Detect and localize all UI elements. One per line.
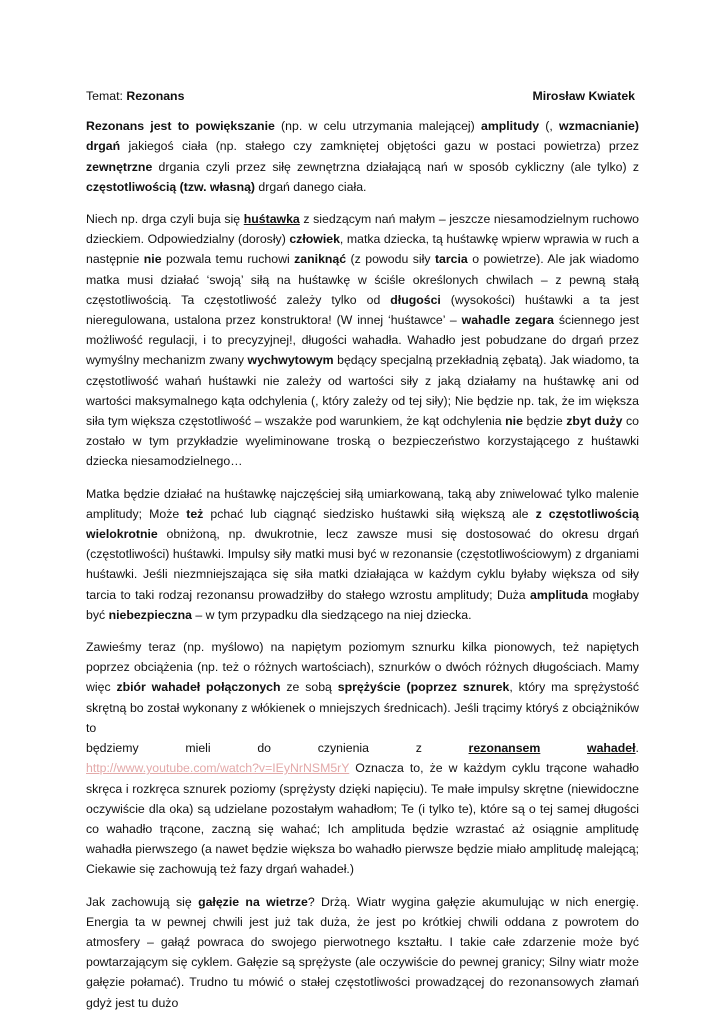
p1-bold-7: zewnętrzne [86, 159, 153, 174]
p2-bold-20: zbyt duży [566, 414, 623, 429]
p2-bold-2: huśtawka [243, 212, 300, 227]
p2-bold-4: człowiek [289, 232, 340, 247]
document-page [86, 86, 639, 1025]
p2-bold-6: nie [143, 252, 162, 267]
p2-text-13: (wysokości) huśtawki a ta jest nieregulowana, ustalona przez konstruktora! (W innej ‘huśtawce’ – [86, 292, 639, 328]
paragraph-3 [86, 484, 639, 625]
p1-text-4: (, [539, 119, 560, 134]
paragraph-4-cont [86, 758, 639, 879]
p1-bold-9: częstotliwością (tzw. własną) [86, 179, 256, 194]
p4-wahadel-group [587, 738, 639, 758]
p3-bold-6: amplituda [530, 587, 589, 602]
paragraph-4 [86, 637, 639, 738]
p3-bold-8: niebezpieczna [108, 607, 192, 622]
topic-label: Temat: [86, 89, 127, 103]
p2-text-21: co zostało w tym przykładzie wyeliminowane troską o bezpieczeństwo korzystającego z huśtawki dziecka niesamodzielnego… [86, 414, 639, 469]
p2-text-9: (z powodu siły [346, 252, 435, 267]
p1-bold-1: Rezonans jest to powiększanie [86, 119, 275, 134]
p1-text-6: jakiegoś ciała (np. stałego czy zamkniętej objętości gazu w postaci powietrza) przez [120, 139, 639, 154]
p5-bold-2: gałęzie na wietrze [198, 894, 308, 909]
p1-bold-5: wzmacnianie) drgań [86, 119, 639, 154]
topic-title: Rezonans [126, 89, 185, 103]
p3-text-7: mogłaby być [86, 587, 639, 622]
p4-period: . [635, 741, 639, 756]
p4-word-5: z [415, 741, 422, 756]
paragraph-5 [86, 892, 639, 1013]
p2-text-19: będzie [522, 414, 567, 429]
p2-bold-8: zaniknąć [294, 252, 347, 267]
youtube-link[interactable]: http://www.youtube.com/watch?v=IEyNrNSM5rY [86, 761, 350, 776]
p3-text-3: pchać lub ciągnąć siedzisko huśtawki siłą większą ale [203, 506, 536, 521]
p1-text-2: (np. w celu utrzymania malejącej) [274, 119, 481, 134]
p1-bold-3: amplitudy [480, 119, 540, 134]
p4-word-1: będziemy [86, 741, 139, 756]
p4-text-1: Zawieśmy teraz (np. myślowo) na napiętym poziomym sznurku kilka pionowych, też napiętych poprzez obciążenia (np. też o różnych wartościach), sznurków o dwóch różnych długościach. Mamy więc [86, 640, 639, 695]
p2-text-7: pozwala temu ruchowi [161, 252, 295, 267]
p3-text-5: obniżoną, np. dwukrotnie, lecz zawsze musi się dostosować do okresu drgań (częstotliwości) huśtawki. Impulsy siły matki musi być w rezonansie (częstotliwościowym) z drganiami huśtawki. Jeśli niezmniejszająca się siła matki działająca w każdym cyklu byłaby większa od siły tarcia to taki rodzaj rezonansu prowadziłby do stałego wzrostu amplitudy; Duża [86, 527, 639, 602]
p4-word-3: do [257, 741, 272, 756]
p2-text-3: z siedzącym nań małym – jeszcze niesamodzielnym ruchowo dzieckiem. Odpowiedzialny (dorosły) [86, 212, 639, 247]
p4-justified-line [86, 738, 639, 758]
paragraph-1 [86, 116, 639, 197]
p2-bold-12: długości [390, 292, 441, 307]
paragraph-2 [86, 209, 639, 472]
p2-bold-16: wychwytowym [247, 353, 334, 368]
p1-text-10: drgań danego ciała. [255, 179, 367, 194]
p4-bold-4: sprężyście (poprzez sznurek [337, 680, 510, 695]
p2-bold-10: tarcia [434, 252, 468, 267]
p4-word-2: mieli [185, 741, 211, 756]
p2-text-17: będący specjalną przekładnią zębatą). Jak wiadomo, ta częstotliwość wahań huśtawki nie zależy od wartości siły z jaką działamy na huśtawkę ani od wartości maksymalnego kąta odchylenia (, który zależy od tej siły); Nie będzie np. tak, że im większa siła tym większa częstotliwość – wszakże pod warunkiem, że kąt odchylenia [86, 353, 639, 429]
p3-text-1: Matka będzie działać na huśtawkę najczęściej siłą umiarkowaną, taką aby zniwelować tylko malenie amplitudy; Może [86, 486, 639, 521]
p1-text-8: drgania czyli przez siłę zewnętrzna działającą nań w sposób cykliczny (ale tylko) z [152, 159, 639, 174]
p4-bold-rezonansem: rezonansem [468, 741, 541, 756]
p4-word-4: czynienia [317, 741, 369, 756]
p2-text-11: o powietrze). Ale jak wiadomo matka musi działać ‘swoją’ siłą na huśtawkę w ściśle określonych chwilach – z pewną stałą częstotliwością. Ta częstotliwość zależy tylko od [86, 252, 639, 307]
p2-bold-18: nie [505, 414, 523, 429]
header [86, 86, 639, 106]
p3-text-9: – w tym przypadku dla siedzącego na niej dziecka. [191, 607, 472, 622]
p4-text-5: , który ma sprężystość skrętną bo został wykonany z włókienek o mniejszych średnicach). Jeśli trącimy któryś z obciążników to [86, 680, 639, 735]
p5-text-1: Jak zachowują się [86, 894, 199, 909]
p2-text-15: ściennego jest możliwość regulacji, i to precyzyjnej!, długości wahadła. Wahadło jest pobudzane do drgań przez wymyślny mechanizm zwany [86, 313, 639, 368]
p2-text-5: , matka dziecka, tą huśtawkę wpierw wprawia w ruch a następnie [86, 232, 639, 267]
p4-bold-wahadel: wahadeł [587, 741, 636, 756]
p4-text-3: ze sobą [280, 680, 338, 695]
topic-line [86, 86, 184, 106]
p4-bold-2: zbiór wahadeł połączonych [116, 680, 281, 695]
author-name: Mirosław Kwiatek [532, 89, 635, 103]
p2-bold-14: wahadle zegara [461, 313, 555, 328]
p4-text-6: Oznacza to, że w każdym cyklu trącone wahadło skręca i rozkręca sznurek poziomy (sprężysty dzięki napięciu). Te małe impulsy skrętne (niewidoczne oczywiście dla oka) są udzielane pozostałym wahadłom; Te (i tylko te), które są o tej samej długości co wahadło trącone, zaczną się wahać; Ich amplituda będzie wzrastać aż osiągnie amplitudę wahadła pierwszego (a nawet będzie większa bo wahadło pierwsze będzie miało amplitudę malejącą; Ciekawie się zachowują też fazy drgań wahadeł.) [86, 761, 639, 877]
p3-bold-4: z częstotliwością wielokrotnie [86, 506, 639, 542]
p5-text-3: ? Drżą. Wiatr wygina gałęzie akumulując w nich energię. Energia ta w pewnej chwili jest już tak duża, że jest po krótkiej chwili oddana z powrotem do atmosfery – gałąź powraca do swojego pierwotnego kształtu. I takie całe zdarzenie może być powtarzającym się cyklem. Gałęzie są sprężyste (ale oczywiście do pewnej granicy; Silny wiatr może gałęzie połamać). Trudno tu mówić o stałej częstotliwości prowadzącej do rezonansowych złamań gdyż jest tu dużo [86, 894, 639, 1010]
p3-bold-2: też [186, 506, 204, 521]
p2-text-1: Niech np. drga czyli buja się [86, 212, 244, 227]
